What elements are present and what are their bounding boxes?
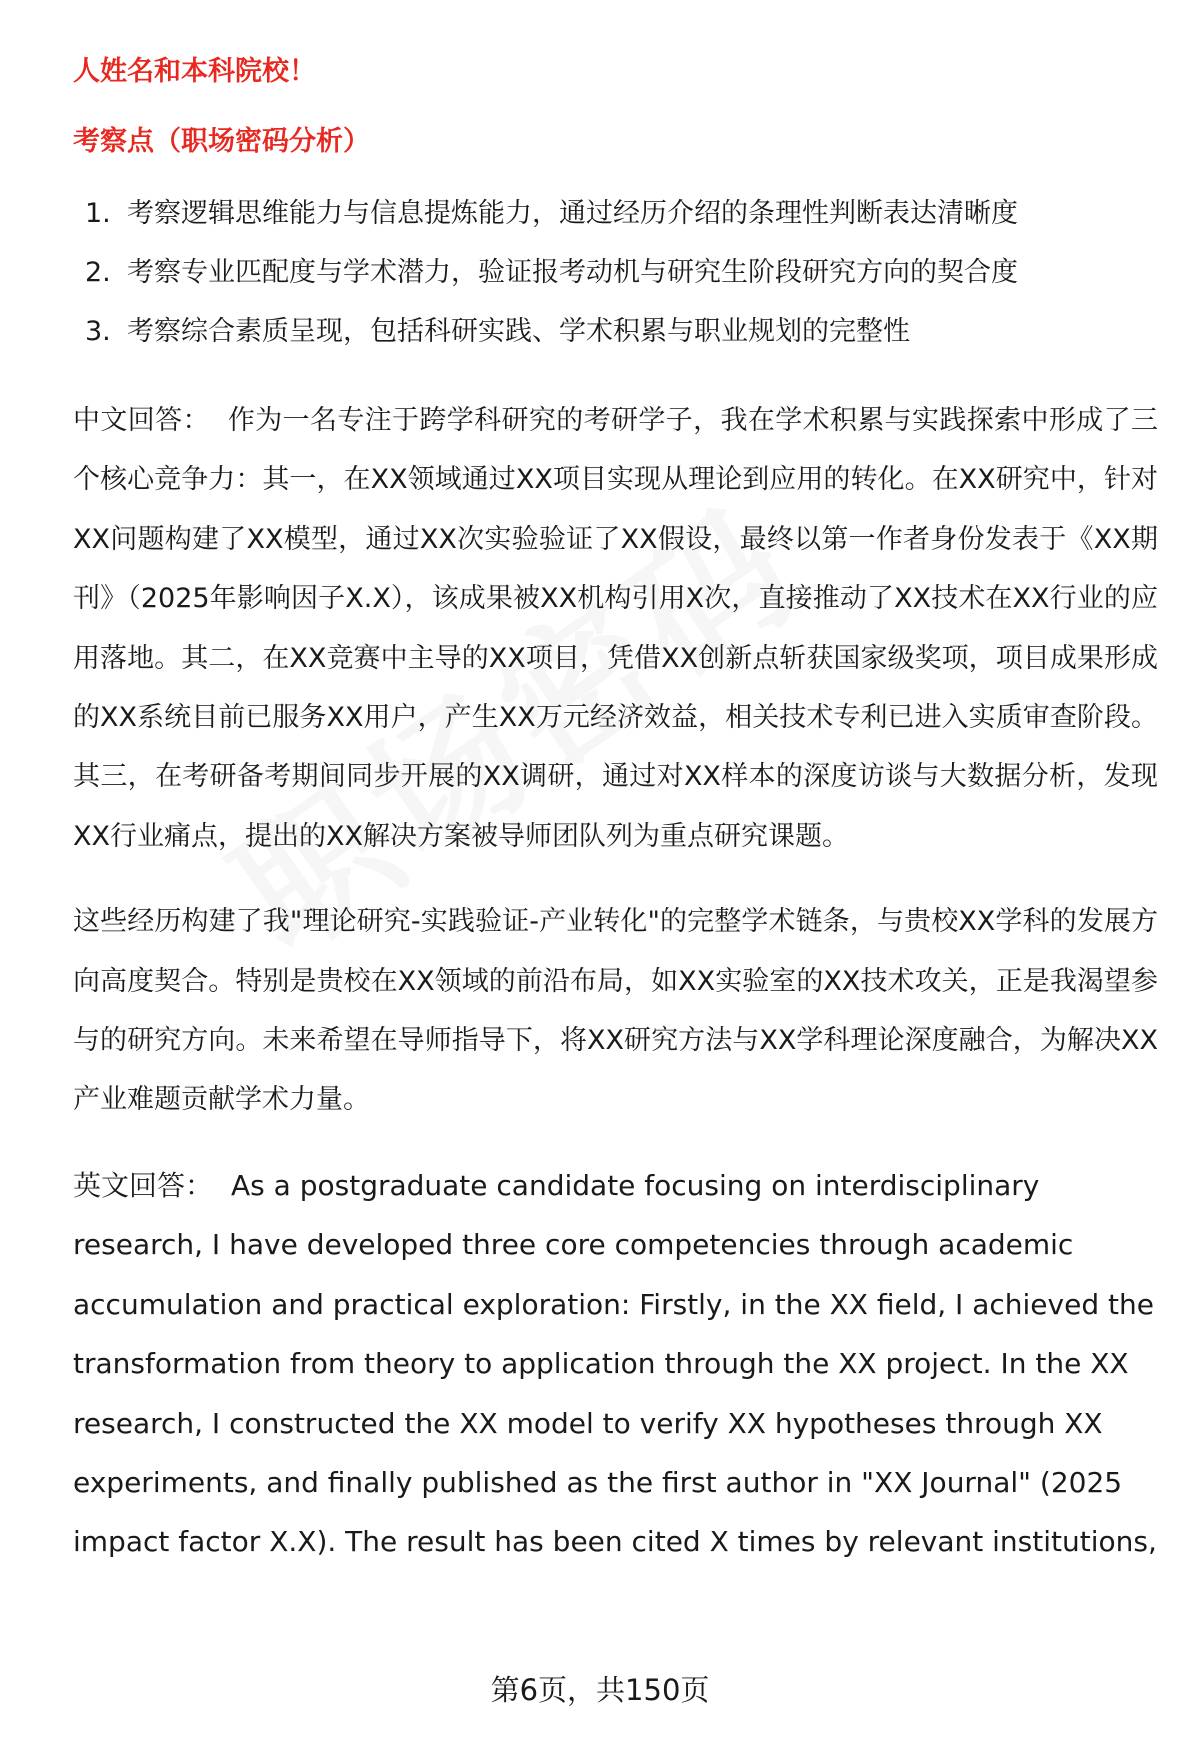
list-item <box>85 243 1163 302</box>
list-item-number: 2. <box>85 257 111 288</box>
english-answer-paragraph <box>73 1156 1163 1572</box>
section-title: 考察点（职场密码分析） <box>73 126 370 157</box>
english-answer-label: 英文回答： <box>73 1168 214 1202</box>
intro-line: 人姓名和本科院校！ <box>73 56 316 87</box>
assessment-points-list <box>73 184 1163 361</box>
chinese-answer-label: 中文回答： <box>73 405 210 436</box>
page-content <box>73 52 1163 1598</box>
list-item <box>85 184 1163 243</box>
page-number: 第6页，共150页 <box>490 1673 710 1707</box>
list-item-text: 考察专业匹配度与学术潜力，验证报考动机与研究生阶段研究方向的契合度 <box>127 257 1018 288</box>
list-item-number: 3. <box>85 316 111 347</box>
list-item-number: 1. <box>85 198 111 229</box>
list-item-text: 考察综合素质呈现，包括科研实践、学术积累与职业规划的完整性 <box>127 316 910 347</box>
list-item <box>85 302 1163 361</box>
chinese-answer-paragraph-2: 这些经历构建了我"理论研究-实践验证-产业转化"的完整学术链条，与贵校XX学科的发展方向高度契合。特别是贵校在XX领域的前沿布局，如XX实验室的XX技术攻关，正是我渴望参与的研究方向。未来希望在导师指导下，将XX研究方法与XX学科理论深度融合，为解决XX产业难题贡献学术力量。 <box>73 906 1158 1116</box>
chinese-answer-paragraph-1 <box>73 391 1158 866</box>
english-answer-text: As a postgraduate candidate focusing on interdisciplinary research, I have developed three core competencies through academic accumulation and practical exploration: Firstly, in the XX field, I achieved the transformation from theory to application through the XX project. In the XX research, I constructed the XX model to verify XX hypotheses through XX experiments, and finally published as the first author in "XX Journal" (2025 impact factor X.X). The result has been cited X times by relevant institutions, <box>73 1168 1157 1559</box>
list-item-text: 考察逻辑思维能力与信息提炼能力，通过经历介绍的条理性判断表达清晰度 <box>127 198 1018 229</box>
chinese-answer-text-1: 作为一名专注于跨学科研究的考研学子，我在学术积累与实践探索中形成了三个核心竞争力：其一，在XX领域通过XX项目实现从理论到应用的转化。在XX研究中，针对XX问题构建了XX模型，通过XX次实验验证了XX假设，最终以第一作者身份发表于《XX期刊》（2025年影响因子X.X），该成果被XX机构引用X次，直接推动了XX技术在XX行业的应用落地。其二，在XX竞赛中主导的XX项目，凭借XX创新点斩获国家级奖项，项目成果形成的XX系统目前已服务XX用户，产生XX万元经济效益，相关技术专利已进入实质审查阶段。其三，在考研备考期间同步开展的XX调研，通过对XX样本的深度访谈与大数据分析，发现XX行业痛点，提出的XX解决方案被导师团队列为重点研究课题。 <box>73 405 1159 852</box>
